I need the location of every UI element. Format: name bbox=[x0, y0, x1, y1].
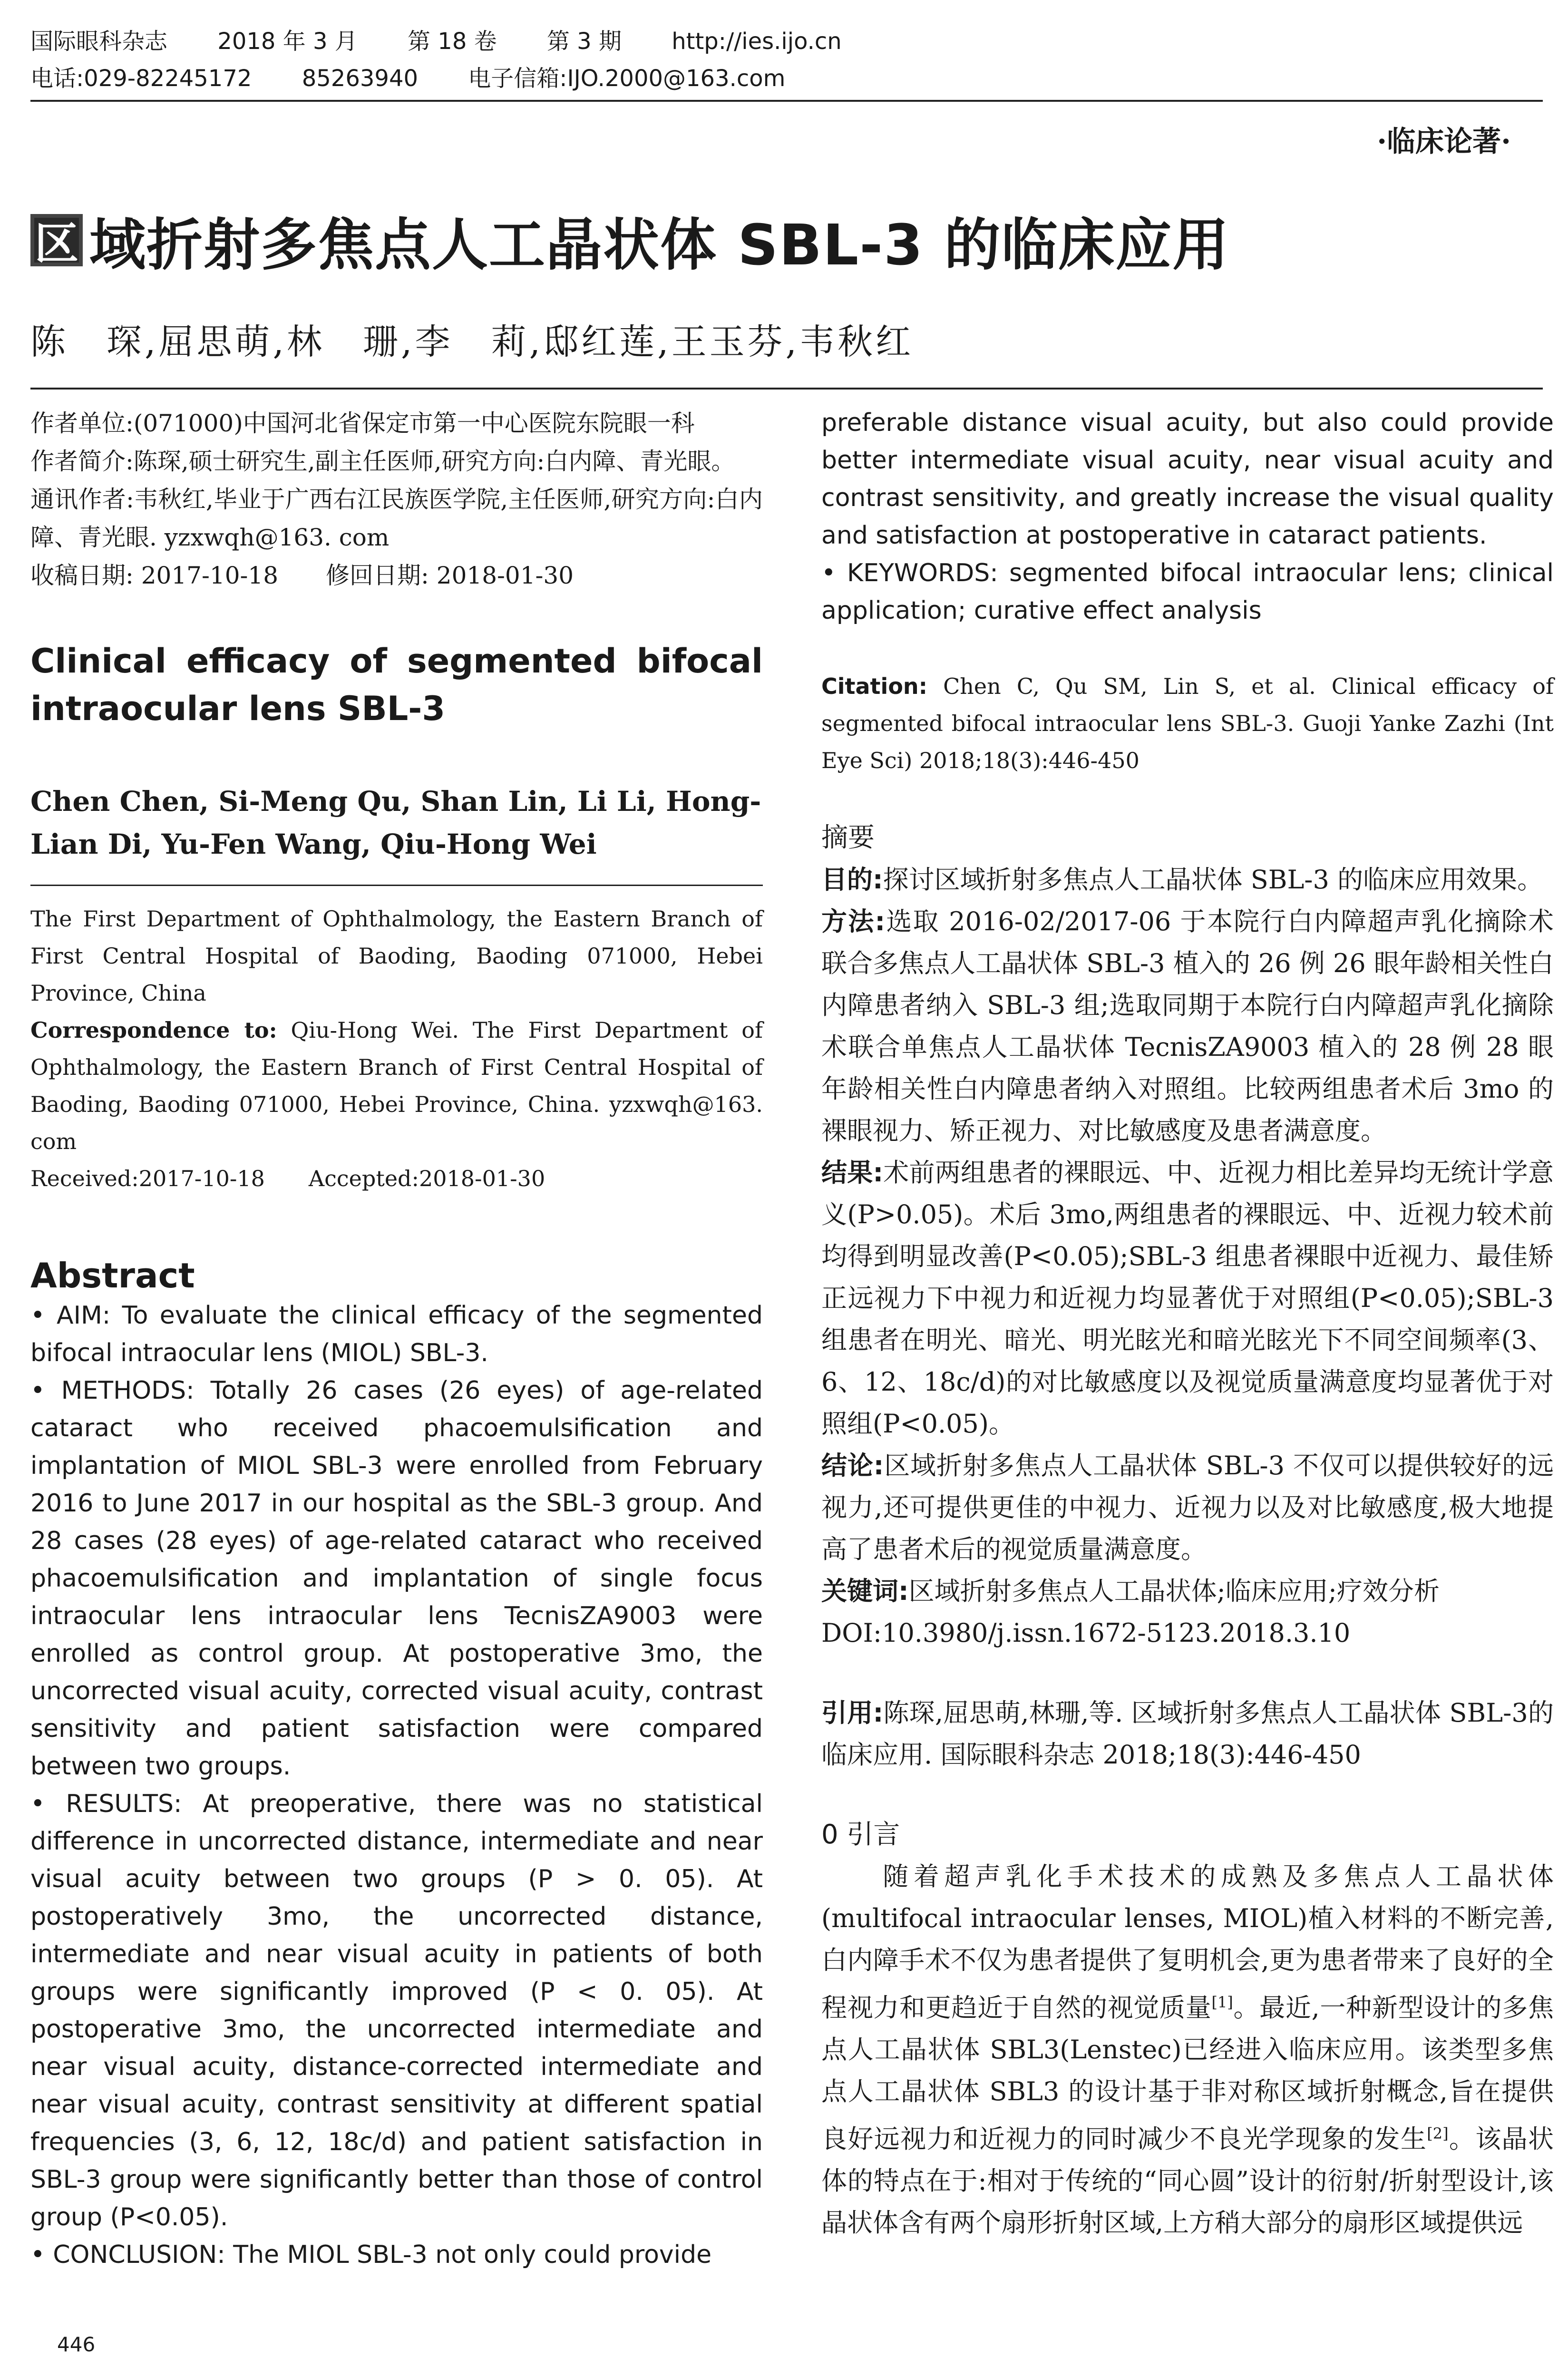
email[interactable]: 电子信箱:IJO.2000@163.com bbox=[468, 65, 786, 92]
meta-bio: 作者简介:陈琛,硕士研究生,副主任医师,研究方向:白内障、青光眼。 bbox=[30, 448, 735, 475]
meta-affiliation: 作者单位:(071000)中国河北省保定市第一中心医院东院眼一科 bbox=[30, 409, 695, 437]
volume: 第 18 卷 bbox=[408, 28, 497, 55]
title-box-char: 区 bbox=[30, 214, 83, 266]
abstract-methods: • METHODS: Totally 26 cases (26 eyes) of age-related cataract who received phacoemulsification and implantation of MIOL SBL-3 were enrolled from February 2016 to June 2017 in our hospital as the SBL-3 group. And 28 cases (28 eyes) of age-related cataract who received phacoemulsification and implantation of single focus intraocular lens intraocular lens TecnisZA9003 were enrolled as control group. At postoperative 3mo, the uncorrected visual acuity, corrected visual acuity, contrast sensitivity and patient satisfaction were compared between two groups. bbox=[30, 1376, 763, 1781]
header-rule bbox=[30, 100, 1543, 102]
meta-corresponding: 通讯作者:韦秋红,毕业于广西右江民族医学院,主任医师,研究方向:白内障、青光眼. yzxwqh@163. com bbox=[30, 486, 763, 551]
cn-results-label: 结果: bbox=[821, 1158, 884, 1188]
issue-date: 2018 年 3 月 bbox=[217, 28, 358, 55]
section-tag: ·临床论著· bbox=[1377, 125, 1511, 158]
article-title bbox=[30, 200, 1229, 281]
cite-cn-text: 陈琛,屈思萌,林珊,等. 区域折射多焦点人工晶状体 SBL-3的临床应用. 国际眼科杂志 2018;18(3):446-450 bbox=[821, 1698, 1554, 1770]
cn-conclusion-label: 结论: bbox=[821, 1451, 884, 1481]
citation-label: Citation: bbox=[821, 673, 928, 699]
abstract-conclusion-cont: preferable distance visual acuity, but also could provide better intermediate visual acuity, near visual acuity and contrast sensitivity, and greatly increase the visual quality and satisfaction at postoperative in cataract patients. bbox=[821, 409, 1554, 550]
phone2: 85263940 bbox=[302, 65, 419, 92]
intro-heading: 0 引言 bbox=[821, 1819, 900, 1850]
intro-text-c: 。该晶状体的特点在于:相对于传统的“同心圆”设计的衍射/折射型设计,该晶状体含有两个扇形折射区域,上方稍大部分的扇形区域提供远 bbox=[821, 2124, 1554, 2238]
correspondence-label: Correspondence to: bbox=[30, 1017, 277, 1043]
correspondence-text: Qiu-Hong Wei. The First Department of Ophthalmology, the Eastern Branch of First Central Hospital of Baoding, Baoding 071000, Hebei Province, China. yzxwqh@163. com bbox=[30, 1017, 763, 1154]
cn-conclusion: 区域折射多焦点人工晶状体 SBL-3 不仅可以提供较好的远视力,还可提供更佳的中视力、近视力以及对比敏感度,极大地提高了患者术后的视觉质量满意度。 bbox=[821, 1451, 1554, 1564]
journal-header bbox=[30, 23, 1543, 97]
abstract-aim: • AIM: To evaluate the clinical efficacy of the segmented bifocal intraocular lens (MIOL) SBL-3. bbox=[30, 1301, 763, 1367]
journal-name: 国际眼科杂志 bbox=[30, 28, 168, 55]
abstract-conclusion-start: • CONCLUSION: The MIOL SBL-3 not only could provide bbox=[30, 2241, 712, 2269]
english-affiliation bbox=[30, 900, 763, 1197]
cn-keywords-label: 关键词: bbox=[821, 1576, 909, 1606]
title-rule bbox=[30, 388, 1543, 390]
cn-keywords: 区域折射多焦点人工晶状体;临床应用;疗效分析 bbox=[908, 1576, 1440, 1606]
abstract-keywords: • KEYWORDS: segmented bifocal intraocular lens; clinical application; curative effect analysis bbox=[821, 559, 1554, 625]
intro-text-b: 。最近,一种新型设计的多焦点人工晶状体 SBL3(Lenstec)已经进入临床应用。该类型多焦点人工晶状体 SBL3 的设计基于非对称区域折射概念,旨在提供良好远视力和近视力的同时减少不良光学现象的发生 bbox=[821, 1993, 1554, 2154]
meta-dates: 收稿日期: 2017-10-18 修回日期: 2018-01-30 bbox=[30, 562, 574, 589]
cite-cn-label: 引用: bbox=[821, 1698, 884, 1728]
authors-rule bbox=[30, 885, 763, 886]
abstract-cn-heading: 摘要 bbox=[821, 822, 875, 853]
abstract-body bbox=[30, 1297, 763, 2274]
cn-methods: 选取 2016-02/2017-06 于本院行白内障超声乳化摘除术联合多焦点人工晶状体 SBL-3 植入的 26 例 26 眼年龄相关性白内障患者纳入 SBL-3 组;选取同期于本院行白内障超声乳化摘除术联合单焦点人工晶状体 TecnisZA9003 植入的 28 例 28 眼年龄相关性白内障患者纳入对照组。比较两组患者术后 3mo 的裸眼视力、矫正视力、对比敏感度及患者满意度。 bbox=[821, 906, 1554, 1146]
left-column bbox=[30, 404, 763, 2274]
english-title: Clinical efficacy of segmented bifocal intraocular lens SBL-3 bbox=[30, 642, 763, 728]
affiliation-en: The First Department of Ophthalmology, the Eastern Branch of First Central Hospital of Baoding, Baoding 071000, Hebei Province, China bbox=[30, 906, 763, 1006]
english-authors: Chen Chen, Si-Meng Qu, Shan Lin, Li Li, Hong-Lian Di, Yu-Fen Wang, Qiu-Hong Wei bbox=[30, 785, 761, 860]
phone: 电话:029-82245172 bbox=[30, 65, 252, 92]
citation-text: Chen C, Qu SM, Lin S, et al. Clinical efficacy of segmented bifocal intraocular lens SBL-3. Guoji Yanke Zazhi (Int Eye Sci) 2018;18(3):446-450 bbox=[821, 673, 1554, 773]
abstract-cn-body bbox=[821, 859, 1554, 1654]
cn-aim: 探讨区域折射多焦点人工晶状体 SBL-3 的临床应用效果。 bbox=[883, 865, 1543, 895]
cn-results: 术前两组患者的裸眼远、中、近视力相比差异均无统计学意义(P>0.05)。术后 3mo,两组患者的裸眼远、中、近视力较术前均得到明显改善(P<0.05);SBL-3 组患者裸眼中近视力、最佳矫正远视力下中视力和近视力均显著优于对照组(P<0.05);SBL-3 组患者在明光、暗光、明光眩光和暗光眩光下不同空间频率(3、6、12、18c/d)的对比敏感度以及视觉质量满意度均显著优于对照组(P<0.05)。 bbox=[821, 1158, 1554, 1439]
page-number: 446 bbox=[57, 2333, 96, 2356]
cn-methods-label: 方法: bbox=[821, 906, 886, 936]
intro-body bbox=[821, 1856, 1554, 2244]
authors-cn: 陈 琛,屈思萌,林 珊,李 莉,邸红莲,王玉芬,韦秋红 bbox=[30, 321, 914, 362]
ref-1[interactable]: [1] bbox=[1211, 1993, 1233, 2011]
cn-doi[interactable]: DOI:10.3980/j.issn.1672-5123.2018.3.10 bbox=[821, 1618, 1351, 1648]
received-en: Received:2017-10-18 Accepted:2018-01-30 bbox=[30, 1166, 545, 1191]
abstract-continued bbox=[821, 404, 1554, 630]
cn-aim-label: 目的: bbox=[821, 865, 883, 895]
abstract-heading: Abstract bbox=[30, 1256, 195, 1296]
citation-en bbox=[821, 668, 1554, 779]
right-column bbox=[821, 404, 1554, 2244]
author-meta bbox=[30, 404, 763, 594]
citation-cn bbox=[821, 1692, 1554, 1776]
intro-text-a: 随着超声乳化手术技术的成熟及多焦点人工晶状体(multifocal intraocular lenses, MIOL)植入材料的不断完善,白内障手术不仅为患者提供了复明机会,更为患者带来了良好的全程视力和更趋近于自然的视觉质量 bbox=[821, 1861, 1554, 2023]
journal-url[interactable]: http://ies.ijo.cn bbox=[672, 28, 842, 55]
abstract-results: • RESULTS: At preoperative, there was no statistical difference in uncorrected distance, intermediate and near visual acuity between two groups (P > 0. 05). At postoperatively 3mo, the uncorrected distance, intermediate and near visual acuity in patients of both groups were significantly improved (P < 0. 05). At postoperative 3mo, the uncorrected intermediate and near visual acuity, distance-corrected intermediate and near visual acuity, contrast sensitivity at different spatial frequencies (3, 6, 12, 18c/d) and patient satisfaction in SBL-3 group were significantly better than those of control group (P<0.05). bbox=[30, 1790, 763, 2231]
title-text: 域折射多焦点人工晶状体 SBL-3 的临床应用 bbox=[89, 212, 1230, 278]
ref-2[interactable]: [2] bbox=[1427, 2124, 1449, 2143]
issue: 第 3 期 bbox=[546, 28, 622, 55]
